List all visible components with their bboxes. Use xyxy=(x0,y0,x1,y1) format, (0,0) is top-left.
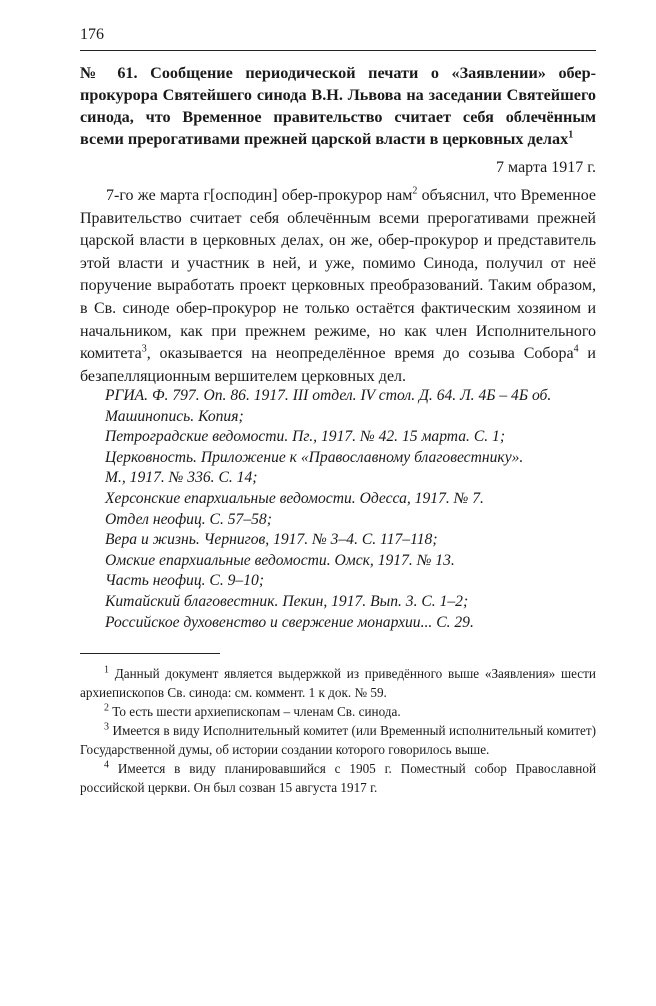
document-title-text: № 61. Сообщение периодической печати о «Заявлении» обер-прокурора Святейшего синода В.Н. Львова на заседании Святейшего синода, что Временное правительство считает себя облечённым всеми прерогативами прежней царской власти в церковных делах xyxy=(80,64,596,148)
header-rule xyxy=(80,50,596,51)
body-text-1: 7-го же марта г[осподин] обер-прокурор нам xyxy=(106,187,413,204)
body-paragraph xyxy=(80,185,596,388)
footnote-3 xyxy=(80,721,596,759)
footnote-separator xyxy=(80,653,220,654)
footnotes xyxy=(80,664,596,797)
source-line: Церковность. Приложение к «Православному благовестнику». xyxy=(105,448,524,466)
body-text-2: объяснил, что Временное Правительство считает себя облечённым всеми прерогативами прежней царской власти в церковных делах, он же, обер-прокурор и представитель этой власти и участник в ней, и уже, помимо Синода, получил от неё поручение выработать проект церковных преобразований. Таким образом, в Св. синоде обер-прокурор не только остаётся фактическим хозяином и начальником, как при прежнем режиме, но как член Исполнительного комитета xyxy=(80,187,596,363)
source-line: Отдел неофиц. С. 57–58; xyxy=(105,510,272,528)
footnote-number: 4 xyxy=(104,759,109,771)
footnote-4 xyxy=(80,759,596,797)
footnote-text: Имеется в виду планировавшийся с 1905 г. Поместный собор Православной российской церкви. Он был созван 15 августа 1917 г. xyxy=(80,761,596,795)
source-line: РГИА. Ф. 797. Оп. 86. 1917. III отдел. IV стол. Д. 64. Л. 4Б – 4Б об. xyxy=(105,387,552,404)
footnote-text: Имеется в виду Исполнительный комитет (или Временный исполнительный комитет) Государственной думы, об истории создании которого говорилось выше. xyxy=(80,723,596,757)
body-text-3: , оказывается на неопределённое время до созыва Собора xyxy=(146,345,574,363)
source-line: Омские епархиальные ведомости. Омск, 1917. № 13. xyxy=(105,551,455,569)
source-line: М., 1917. № 336. С. 14; xyxy=(105,469,258,487)
footnote-ref-3: 3 xyxy=(141,343,147,355)
footnote-ref-4: 4 xyxy=(573,343,579,355)
source-line: Российское духовенство и свержение монархии... С. 29. xyxy=(105,613,474,631)
footnote-number: 2 xyxy=(104,702,109,714)
document-date: 7 марта 1917 г. xyxy=(496,159,596,176)
footnote-number: 1 xyxy=(104,664,109,676)
footnote-text: То есть шести архиепископам – членам Св. синода. xyxy=(109,704,401,719)
footnote-1 xyxy=(80,664,596,702)
source-line: Машинопись. Копия; xyxy=(105,407,244,425)
source-line: Херсонские епархиальные ведомости. Одесса, 1917. № 7. xyxy=(105,489,484,507)
body-text-4: и безапелляционным вершителем церковных дел. xyxy=(80,345,596,385)
source-line: Китайский благовестник. Пекин, 1917. Вып. 3. С. 1–2; xyxy=(105,592,469,610)
sources-list xyxy=(105,386,596,633)
source-line: Петроградские ведомости. Пг., 1917. № 42. 15 марта. С. 1; xyxy=(105,428,506,446)
source-line: Часть неофиц. С. 9–10; xyxy=(105,572,265,590)
page-number: 176 xyxy=(80,26,104,43)
footnote-ref-2: 2 xyxy=(412,185,418,197)
footnote-number: 3 xyxy=(104,721,109,733)
source-line: Вера и жизнь. Чернигов, 1917. № 3–4. С. 117–118; xyxy=(105,531,438,549)
footnote-ref-1: 1 xyxy=(568,129,574,141)
footnote-2 xyxy=(80,702,596,721)
footnote-text: Данный документ является выдержкой из приведённого выше «Заявления» шести архиепископов Св. синода: см. коммент. 1 к док. № 59. xyxy=(80,666,596,700)
document-title xyxy=(80,62,596,150)
